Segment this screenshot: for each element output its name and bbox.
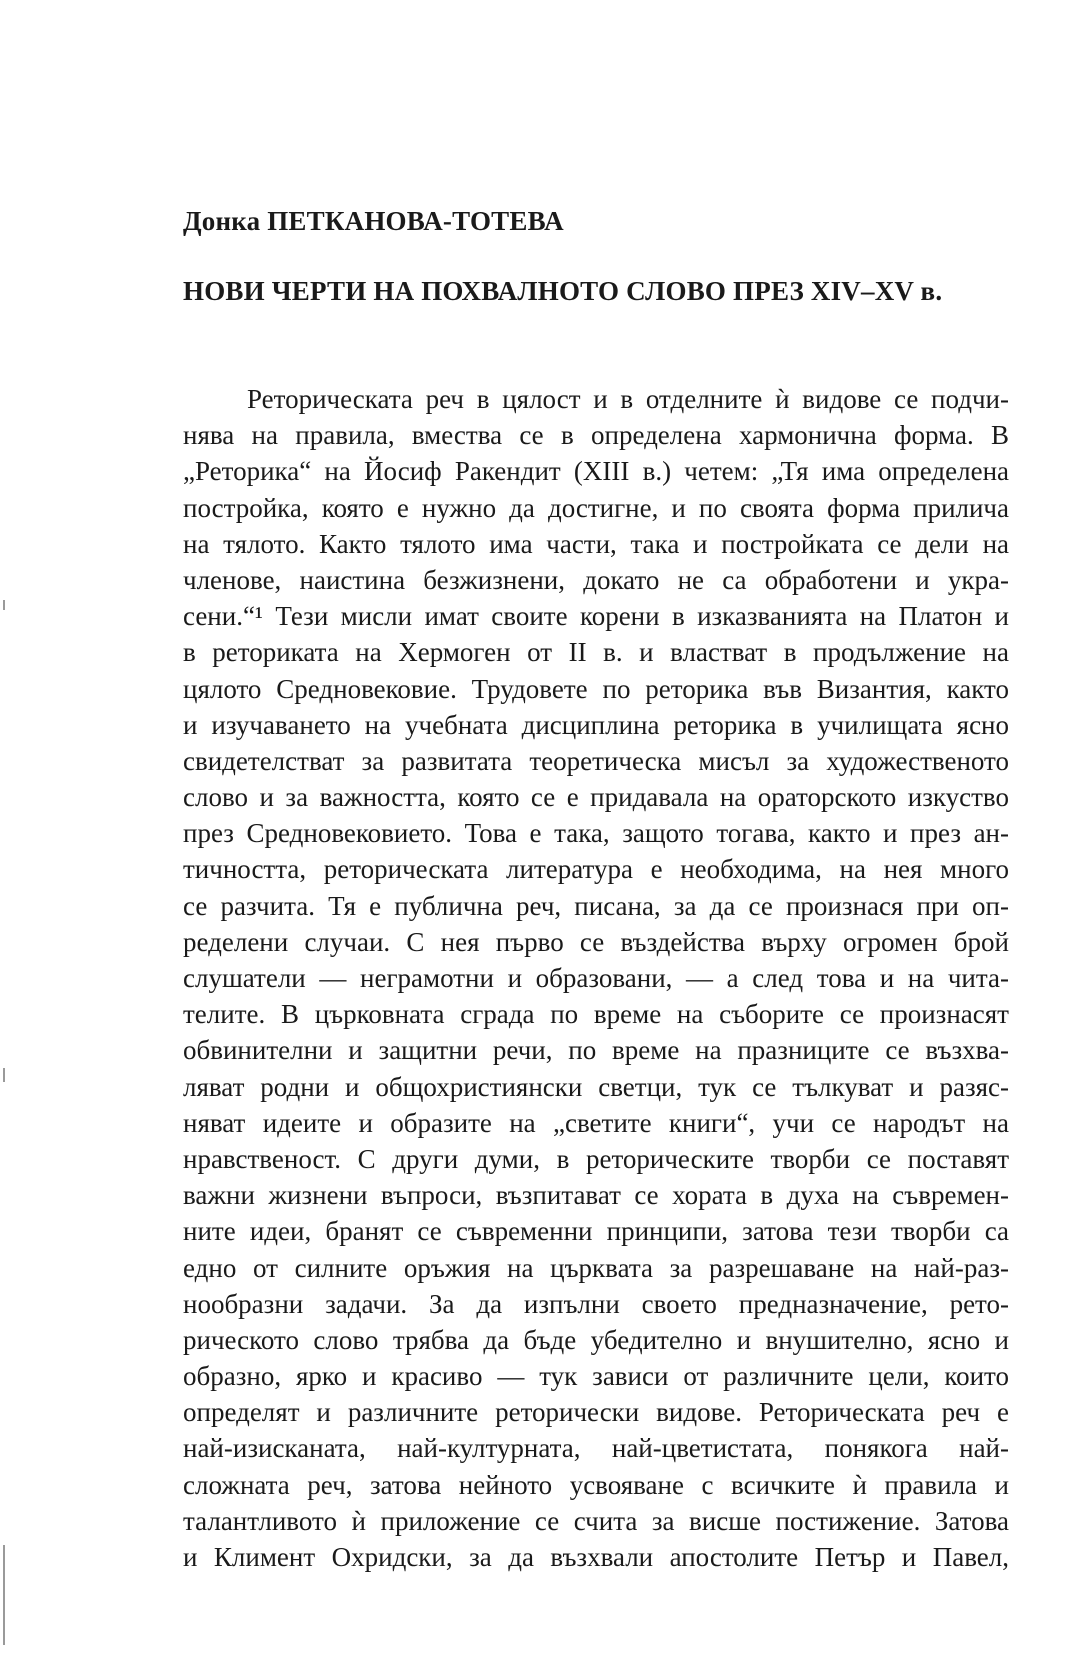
text-line: сени.“¹ Тези мисли имат своите корени в изказванията на Платон и <box>183 601 1009 632</box>
text-line: определят и различните реторически видове. Реторическата реч е <box>183 1397 1009 1428</box>
text-line: се разчита. Тя е публична реч, писана, за да се произнася при оп- <box>183 890 1009 921</box>
text-line: сложната реч, затова нейното усвояване с всичките ѝ правила и <box>183 1469 1009 1500</box>
article-title: НОВИ ЧЕРТИ НА ПОХВАЛНОТО СЛОВО ПРЕЗ XIV–XV в. <box>183 276 943 306</box>
text-line: слушатели — неграмотни и образовани, — а след това и на чита- <box>183 963 1009 993</box>
scan-margin-mark <box>3 1068 5 1082</box>
text-line: рическото слово трябва да бъде убедително и внушително, ясно и <box>183 1324 1009 1355</box>
text-line: в реториката на Хермоген от II в. и властват в продължение на <box>183 637 1009 668</box>
text-line: телите. В църковната сграда по време на съборите се произнасят <box>183 999 1009 1030</box>
text-line: нообразни задачи. За да изпълни своето предназначение, рето- <box>183 1288 1009 1319</box>
text-line: образно, ярко и красиво — тук зависи от различните цели, които <box>183 1361 1009 1392</box>
text-line: членове, наистина безжизнени, докато не са обработени и укра- <box>183 564 1009 595</box>
body-paragraph <box>183 381 1009 1575</box>
text-line: свидетелстват за развитата теоретическа мисъл за художественото <box>183 745 1009 776</box>
text-line: ните идеи, бранят се съвременни принципи, затова тези творби са <box>183 1216 1009 1247</box>
text-line: няват идеите и образите на „светите книги“, учи се народът на <box>183 1107 1009 1138</box>
text-line: на тялото. Както тялото има части, така и постройката се дели на <box>183 528 1009 559</box>
text-line: важни жизнени въпроси, възпитават се хората в духа на съвремен- <box>183 1180 1009 1211</box>
text-line: едно от силните оръжия на църквата за разрешаване на най-раз- <box>183 1252 1009 1283</box>
text-line: тичността, реторическата литература е необходима, на нея много <box>183 854 1009 885</box>
author-name: Донка ПЕТКАНОВА-ТОТЕВА <box>183 206 564 236</box>
text-line: нравственост. С други думи, в реторическите творби се поставят <box>183 1143 1009 1174</box>
text-line: обвинителни и защитни речи, по време на празниците се възхва- <box>183 1035 1009 1066</box>
text-line: Реторическата реч в цялост и в отделните ѝ видове се подчи- <box>247 384 1009 414</box>
text-line: и изучаването на учебната дисциплина реторика в училищата ясно <box>183 709 1009 740</box>
text-line: талантливото ѝ приложение се счита за висше постижение. Затова <box>183 1505 1009 1536</box>
text-line: ляват родни и общохристиянски светци, тук се тълкуват и разяс- <box>183 1071 1009 1102</box>
text-line: нява на правила, вмества се в определена хармонична форма. В <box>183 420 1009 451</box>
text-line: най-изисканата, най-културната, най-цветистата, понякога най- <box>183 1433 1009 1464</box>
text-line: ределени случаи. С нея първо се въздейства върху огромен брой <box>183 926 1009 957</box>
text-line: постройка, която е нужно да достигне, и по своята форма прилича <box>183 492 1009 523</box>
text-line: цялото Средновековие. Трудовете по реторика във Византия, както <box>183 673 1009 704</box>
scan-margin-mark <box>3 600 5 610</box>
text-line: през Средновековието. Това е така, защото тогава, както и през ан- <box>183 818 1009 849</box>
text-line: слово и за важността, която се е придавала на ораторското изкуство <box>183 782 1009 813</box>
text-line: „Реторика“ на Йосиф Ракендит (XIII в.) четем: „Тя има определена <box>183 456 1009 487</box>
scan-margin-mark <box>3 1545 5 1645</box>
text-line: и Климент Охридски, за да възхвали апостолите Петър и Павел, <box>183 1542 1009 1572</box>
